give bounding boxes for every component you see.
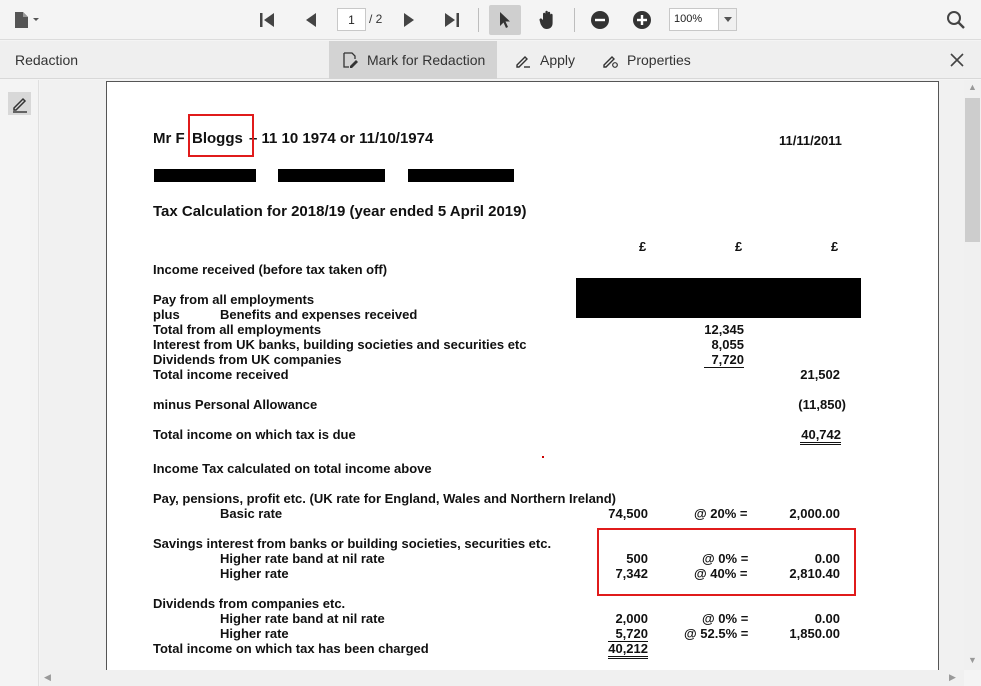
close-redaction-button[interactable] bbox=[948, 41, 974, 79]
main-toolbar bbox=[0, 0, 981, 40]
personal-allowance-value: (11,850) bbox=[798, 397, 846, 412]
chevron-down-icon bbox=[724, 17, 732, 22]
dividends-higher-tax: 1,850.00 bbox=[789, 626, 840, 641]
total-income-label: Total income received bbox=[153, 367, 289, 382]
header-birthdate: – 11 10 1974 or 11/10/1974 bbox=[249, 130, 434, 147]
interest-label: Interest from UK banks, building societies and securities etc bbox=[153, 337, 527, 352]
vertical-scroll-thumb[interactable] bbox=[965, 98, 980, 242]
apply-label: Apply bbox=[540, 52, 576, 68]
scroll-down-icon[interactable]: ▼ bbox=[968, 655, 977, 665]
redaction-bar[interactable] bbox=[278, 169, 385, 182]
mark-for-redaction-label: Mark for Redaction bbox=[367, 52, 486, 68]
personal-allowance-label: minus Personal Allowance bbox=[153, 397, 318, 412]
mark-for-redaction-button[interactable] bbox=[329, 41, 497, 79]
zoom-value: 100% bbox=[674, 13, 703, 25]
taxable-income-label: Total income on which tax is due bbox=[153, 427, 356, 442]
previous-page-button[interactable] bbox=[296, 5, 326, 35]
dividends-higher-pct: @ 52.5% = bbox=[684, 626, 749, 641]
toolbar-separator bbox=[478, 8, 479, 32]
apply-button[interactable] bbox=[506, 41, 583, 79]
dividends-heading: Dividends from companies etc. bbox=[153, 596, 346, 611]
currency-col-1: £ bbox=[639, 239, 647, 254]
zoom-dropdown-button[interactable] bbox=[718, 9, 736, 30]
total-employments-label: Total from all employments bbox=[153, 322, 322, 337]
horizontal-scrollbar[interactable] bbox=[40, 670, 964, 686]
page-number-input[interactable] bbox=[337, 8, 366, 31]
basic-tax: 2,000.00 bbox=[789, 506, 840, 521]
basic-amount: 74,500 bbox=[608, 506, 648, 521]
calc-title: Tax Calculation for 2018/19 (year ended 5 April 2019) bbox=[153, 203, 527, 220]
dividends-higher-label: Higher rate bbox=[220, 626, 289, 641]
savings-higher-label: Higher rate bbox=[220, 566, 289, 581]
dividends-nil-pct: @ 0% = bbox=[702, 611, 749, 626]
savings-nil-pct: @ 0% = bbox=[702, 551, 749, 566]
vertical-scrollbar[interactable] bbox=[964, 80, 981, 670]
file-menu-button[interactable] bbox=[8, 5, 44, 35]
header-name: Bloggs bbox=[192, 130, 243, 147]
properties-label: Properties bbox=[627, 52, 691, 68]
pen-icon bbox=[11, 95, 29, 113]
redaction-bar[interactable] bbox=[408, 169, 514, 182]
savings-nil-label: Higher rate band at nil rate bbox=[220, 551, 385, 566]
file-icon bbox=[11, 10, 41, 30]
savings-nil-tax: 0.00 bbox=[814, 551, 840, 566]
dividends-nil-amount: 2,000 bbox=[615, 611, 648, 626]
income-tax-heading: Income Tax calculated on total income above bbox=[153, 461, 432, 476]
benefits-label: Benefits and expenses received bbox=[220, 307, 418, 322]
zoom-select[interactable] bbox=[669, 8, 737, 31]
interest-value: 8,055 bbox=[711, 337, 744, 352]
scroll-right-icon[interactable]: ▶ bbox=[949, 672, 956, 682]
redaction-toolbar bbox=[0, 41, 981, 79]
pan-tool-button[interactable] bbox=[532, 5, 564, 35]
cursor-icon bbox=[497, 10, 513, 30]
savings-nil-amount: 500 bbox=[626, 551, 648, 566]
savings-higher-pct: @ 40% = bbox=[694, 566, 748, 581]
properties-pen-icon bbox=[601, 51, 619, 69]
document-viewport[interactable] bbox=[40, 80, 964, 670]
mark-redaction-icon bbox=[341, 51, 359, 69]
scroll-up-icon[interactable]: ▲ bbox=[968, 82, 977, 92]
first-page-button[interactable] bbox=[252, 5, 282, 35]
next-page-icon bbox=[400, 11, 418, 29]
total-charged-value: 40,212 bbox=[608, 641, 648, 659]
dividends-higher-amount: 5,720 bbox=[608, 626, 648, 642]
dividends-nil-label: Higher rate band at nil rate bbox=[220, 611, 385, 626]
last-page-icon bbox=[442, 11, 462, 29]
previous-page-icon bbox=[302, 11, 320, 29]
dividends-label: Dividends from UK companies bbox=[153, 352, 342, 367]
dividends-value: 7,720 bbox=[704, 352, 744, 368]
redaction-mark-box[interactable] bbox=[597, 528, 856, 596]
currency-col-3: £ bbox=[831, 239, 839, 254]
zoom-out-button[interactable] bbox=[585, 5, 615, 35]
savings-heading: Savings interest from banks or building societies, securities etc. bbox=[153, 536, 552, 551]
next-page-button[interactable] bbox=[394, 5, 424, 35]
zoom-out-icon bbox=[590, 10, 610, 30]
currency-col-2: £ bbox=[735, 239, 743, 254]
basic-pct: @ 20% = bbox=[694, 506, 748, 521]
search-button[interactable] bbox=[941, 5, 971, 35]
apply-pen-icon bbox=[514, 51, 532, 69]
income-heading: Income received (before tax taken off) bbox=[153, 262, 388, 277]
annotation-pen-button[interactable] bbox=[8, 92, 31, 115]
search-icon bbox=[946, 10, 966, 30]
dividends-nil-tax: 0.00 bbox=[814, 611, 840, 626]
basic-rate-label: Basic rate bbox=[220, 506, 283, 521]
redaction-bar[interactable] bbox=[154, 169, 256, 182]
taxable-income-value: 40,742 bbox=[800, 427, 841, 445]
redaction-title: Redaction bbox=[15, 52, 79, 68]
select-tool-button[interactable] bbox=[489, 5, 521, 35]
savings-higher-tax: 2,810.40 bbox=[789, 566, 840, 581]
document-page bbox=[106, 81, 939, 670]
zoom-in-icon bbox=[632, 10, 652, 30]
first-page-icon bbox=[257, 11, 277, 29]
toolbar-separator bbox=[574, 8, 575, 32]
scroll-left-icon[interactable]: ◀ bbox=[44, 672, 51, 682]
document-date: 11/11/2011 bbox=[779, 133, 842, 148]
redaction-block[interactable] bbox=[576, 278, 861, 318]
hand-icon bbox=[538, 9, 558, 31]
stray-mark bbox=[542, 456, 544, 458]
total-charged-label: Total income on which tax has been charged bbox=[153, 641, 429, 656]
header-prefix: Mr F bbox=[153, 130, 185, 147]
zoom-in-button[interactable] bbox=[627, 5, 657, 35]
close-icon bbox=[950, 53, 964, 67]
pay-pensions-label: Pay, pensions, profit etc. (UK rate for England, Wales and Northern Ireland) bbox=[153, 491, 617, 506]
last-page-button[interactable] bbox=[437, 5, 467, 35]
properties-button[interactable] bbox=[593, 41, 699, 79]
total-employments-value: 12,345 bbox=[704, 322, 744, 337]
total-income-value: 21,502 bbox=[800, 367, 840, 382]
page-total-label: / 2 bbox=[369, 12, 383, 26]
left-tool-rail bbox=[0, 80, 39, 686]
redaction-mark-box[interactable] bbox=[188, 114, 254, 157]
savings-higher-amount: 7,342 bbox=[615, 566, 648, 581]
pay-employments-label: Pay from all employments bbox=[153, 292, 315, 307]
plus-label: plus bbox=[153, 307, 180, 322]
